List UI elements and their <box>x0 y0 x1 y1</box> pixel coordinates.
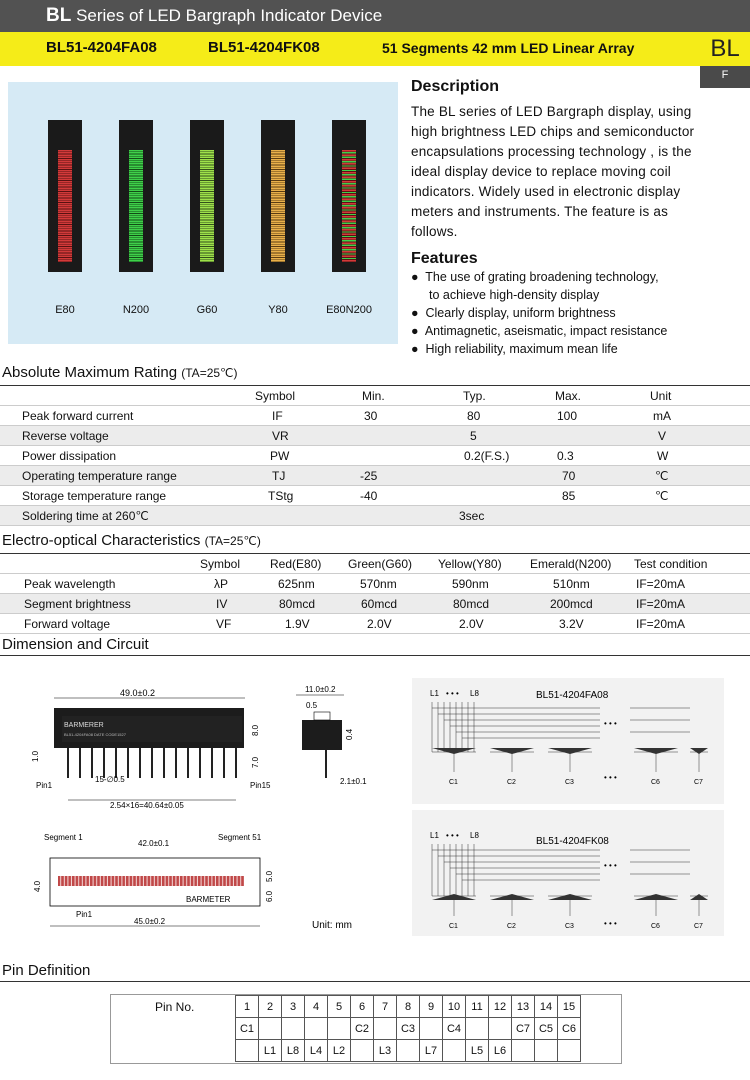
pin-line-row: L1 L8 L4 L2 L3 L7 L5 L6 <box>236 1040 581 1062</box>
feature-item: ● The use of grating broadening technology, <box>411 270 659 284</box>
dimension-title: Dimension and Circuit <box>0 636 750 656</box>
table-row: Forward voltage VF 1.9V 2.0V 2.0V 3.2V IF=20mA <box>0 614 750 634</box>
circuit-fk08 <box>412 810 724 936</box>
dim-1: 1.0 <box>31 750 40 762</box>
model-bar <box>0 32 700 66</box>
dim-5: 5.0 <box>265 870 274 882</box>
circuit1-title: BL51-4204FA08 <box>536 690 609 701</box>
dim-49: 49.0±0.2 <box>120 688 155 698</box>
pin-number-row: 1 2 3 4 5 6 7 8 9 10 11 12 13 14 15 <box>236 996 581 1018</box>
table-header: Symbol Min. Typ. Max. Unit <box>0 386 750 406</box>
circuit2-title: BL51-4204FK08 <box>536 836 609 847</box>
pin15-label: Pin15 <box>250 781 271 790</box>
table-row: Operating temperature range TJ -25 70 ℃ <box>0 466 750 486</box>
feature-item: ● Clearly display, uniform brightness <box>411 306 616 320</box>
bargraph-g60 <box>190 120 224 272</box>
brand-text: BARMERER <box>64 722 104 729</box>
table-row: Reverse voltage VR 5 V <box>0 426 750 446</box>
abs-max-title: Absolute Maximum Rating (TA=25℃) <box>0 364 750 386</box>
feature-item: to achieve high-density display <box>429 288 600 302</box>
top-view <box>33 833 352 931</box>
features-heading: Features <box>411 250 478 267</box>
table-row: Peak forward current IF 30 80 100 mA <box>0 406 750 426</box>
dim-11: 11.0±0.2 <box>305 685 336 694</box>
dim-4: 4.0 <box>33 880 42 892</box>
ellipsis-4: • • • <box>604 919 617 928</box>
dim-42: 42.0±0.1 <box>138 839 170 848</box>
series-title-bar <box>0 0 750 32</box>
c2-label: C2 <box>507 779 516 786</box>
table-row: Power dissipation PW 0.2(F.S.) 0.3 W <box>0 446 750 466</box>
series-bold: BL <box>46 5 72 26</box>
pin-table <box>235 995 581 1062</box>
dim-21: 2.1±0.1 <box>340 777 367 786</box>
series-title: Series of LED Bargraph Indicator Device <box>76 6 383 25</box>
c6-label: C6 <box>651 779 660 786</box>
bargraph-e80n200 <box>332 120 366 272</box>
description-text: The BL series of LED Bargraph display, using high brightness LED chips and semiconductor encapsulations processing technology , is the ideal display device to replace moving coil indicators. Widely used in electronic display meters and instruments. The feature is as follows. <box>411 104 695 239</box>
dots-label: • • • <box>446 689 459 698</box>
label-y80: Y80 <box>268 304 288 316</box>
feature-item: ● High reliability, maximum mean life <box>411 342 618 356</box>
c1-label: C1 <box>449 779 458 786</box>
dots-label-2: • • • <box>446 831 459 840</box>
electro-title: Electro-optical Characteristics (TA=25℃) <box>0 532 750 554</box>
badge-sub: F <box>721 69 729 81</box>
bargraph-e80 <box>48 120 82 272</box>
pin1b-label: Pin1 <box>76 910 93 919</box>
bargraph-y80 <box>261 120 295 272</box>
badge-text: BL <box>700 32 750 66</box>
dim-04: 0.4 <box>345 728 354 740</box>
table-row: Peak wavelength λP 625nm 570nm 590nm 510nm IF=20mA <box>0 574 750 594</box>
ellipsis-1: • • • <box>604 719 617 728</box>
dim-6: 6.0 <box>265 890 274 902</box>
dim-45: 45.0±0.2 <box>134 917 166 926</box>
seg1-label: Segment 1 <box>44 833 83 842</box>
unit-label: Unit: mm <box>312 920 352 931</box>
circuit-fa08 <box>412 678 724 804</box>
c3-label: C3 <box>565 779 574 786</box>
l8-label-2: L8 <box>470 831 479 840</box>
pin-def-title: Pin Definition <box>0 962 750 982</box>
c3-label-2: C3 <box>565 923 574 930</box>
c7-label-2: C7 <box>694 923 703 930</box>
pins <box>68 748 236 778</box>
feature-item: ● Antimagnetic, aseismatic, impact resistance <box>411 324 668 338</box>
dim-05: 0.5 <box>306 701 318 710</box>
description-heading: Description <box>411 78 500 95</box>
table-row: Segment brightness IV 80mcd 60mcd 80mcd 200mcd IF=20mA <box>0 594 750 614</box>
label-n200: N200 <box>122 304 150 316</box>
c1-label-2: C1 <box>449 923 458 930</box>
l8-label: L8 <box>470 689 479 698</box>
brand2-text: BARMETER <box>186 895 231 904</box>
dim-8: 8.0 <box>251 724 260 736</box>
table-row: Soldering time at 260℃ 3sec <box>0 506 750 526</box>
features-list <box>411 268 667 358</box>
label-g60: G60 <box>196 304 218 316</box>
c2-label-2: C2 <box>507 923 516 930</box>
bl-badge <box>700 32 750 88</box>
c7-label: C7 <box>694 779 703 786</box>
l1-label: L1 <box>430 689 439 698</box>
model-2: BL51-4204FK08 <box>208 39 320 56</box>
dim-7: 7.0 <box>251 756 260 768</box>
label-e80n200: E80N200 <box>326 304 372 316</box>
dimension-drawings <box>0 660 750 960</box>
pin-no-label: Pin No. <box>155 1000 195 1014</box>
pin-common-row: C1 C2 C3 C4 C7 C5 C6 <box>236 1018 581 1040</box>
table-header: Symbol Red(E80) Green(G60) Yellow(Y80) Emerald(N200) Test condition <box>0 554 750 574</box>
label-e80: E80 <box>55 304 75 316</box>
subtitle: 51 Segments 42 mm LED Linear Array <box>382 40 635 56</box>
front-view <box>31 688 271 810</box>
seg51-label: Segment 51 <box>218 833 262 842</box>
c6-label-2: C6 <box>651 923 660 930</box>
side-view <box>296 685 367 786</box>
l1-label-2: L1 <box>430 831 439 840</box>
pin-table-frame <box>110 994 622 1064</box>
bargraph-n200 <box>119 120 153 272</box>
model-1: BL51-4204FA08 <box>46 39 157 56</box>
dim-pitch: 2.54×16=40.64±0.05 <box>110 801 184 810</box>
pin1-label: Pin1 <box>36 781 53 790</box>
ellipsis-3: • • • <box>604 861 617 870</box>
table-row: Storage temperature range TStg -40 85 ℃ <box>0 486 750 506</box>
product-photo <box>8 82 398 344</box>
dim-pin-dia: 15-∅0.5 <box>95 775 125 784</box>
ellipsis-2: • • • <box>604 773 617 782</box>
part-text: BL51-4204FA08 DATE CODE1527 <box>64 732 126 737</box>
